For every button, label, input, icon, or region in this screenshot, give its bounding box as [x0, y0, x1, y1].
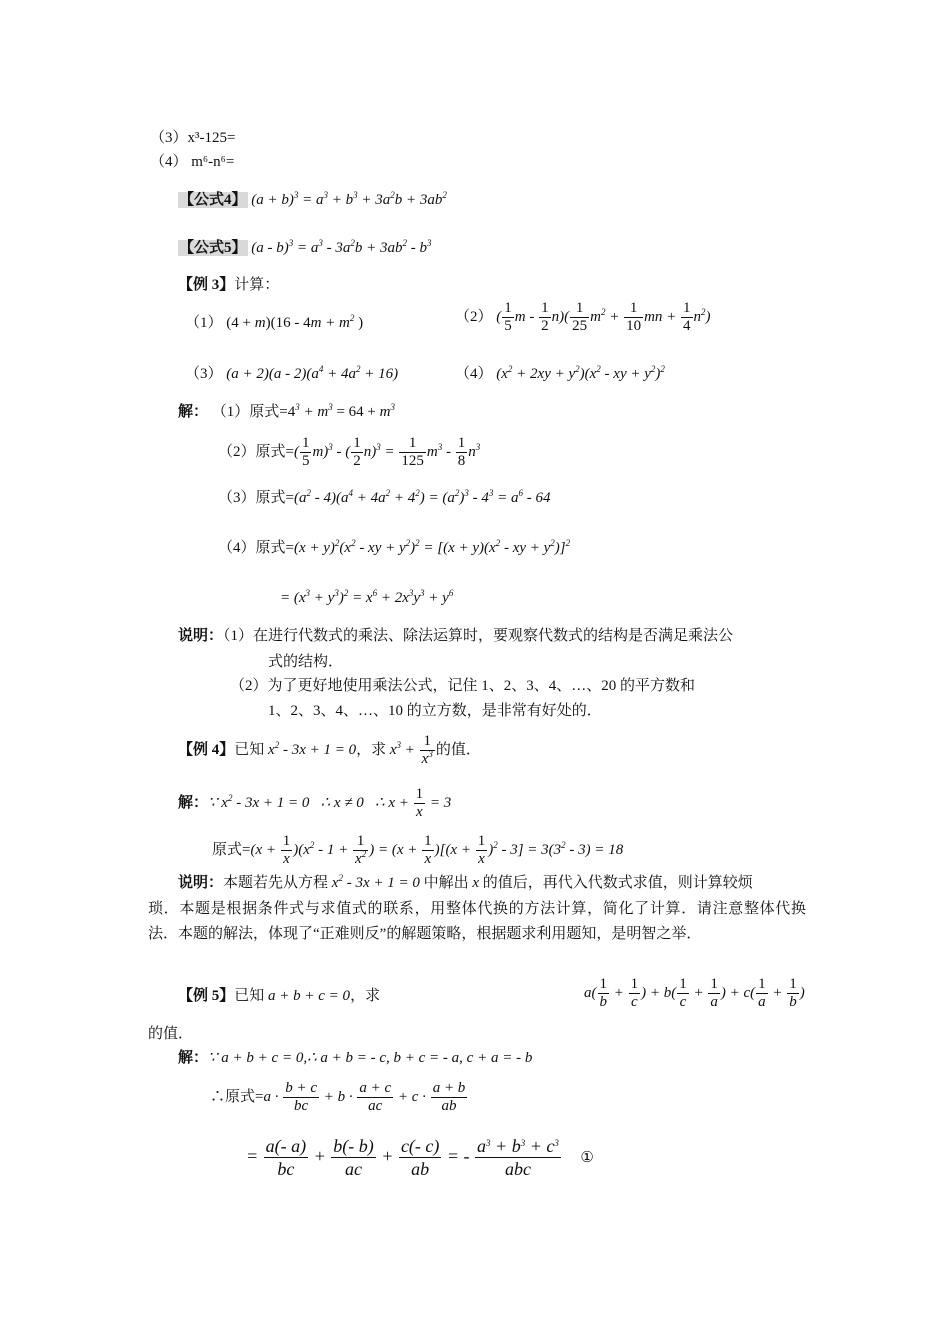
note-label: 说明： [178, 875, 224, 891]
formula-5-expr: $(a - b)^3 = a^3 - 3a^2b + 3ab^2 - b^3$ [251, 238, 432, 256]
problem-4: （4） m⁶-n⁶= [150, 154, 235, 170]
solution-label: 解： [178, 1050, 209, 1066]
example-3-label: 【例 3】 [178, 277, 235, 293]
solution-3-line-5: = $(x^3 + y^3)^2 = x^6 + 2x^3y^3 + y^6$ [280, 588, 454, 606]
solution-5-line-1: 解：∵ a + b + c = 0,∴ a + b = - c, b + c = - a, c + a = - b [178, 1050, 533, 1066]
example-5-tail: 的值． [148, 1026, 194, 1042]
example-4: 【例 4】已知 $x^2 - 3x + 1 = 0$，求 $x^3$ + $\frac{1}{x^3}$ 的值． [178, 733, 481, 767]
note-label: 说明： [178, 628, 224, 644]
example-3-item-2: （2） ( $\frac{1}{5}$ m - $\frac{1}{2}$ n)( $\frac{1}{25}$ $m^2$ + $\frac{1}{10}$ mn + $\frac{1}{4}$ $n^2$) [455, 300, 711, 334]
solution-prefix: ∴原式= [210, 1088, 264, 1105]
solution-label: 解： [178, 794, 209, 811]
solution-prefix: （3）原式= [218, 490, 294, 506]
item-number: （3） [185, 366, 223, 382]
solution-label: 解： [178, 404, 209, 420]
solution-5-line-3: = $\frac{a(- a)}{bc}$ + $\frac{b(- b)}{ac}$ + $\frac{c(- c)}{ab}$ = - $a^3 + b^3 + c^3$ abc ① [246, 1136, 594, 1179]
example-4-text: 已知 [234, 741, 265, 758]
example-5-text: 已知 [234, 988, 265, 1004]
solution-prefix: 原式= [212, 841, 251, 858]
example-4-text: ，求 [356, 741, 387, 758]
example-4-label: 【例 4】 [178, 741, 235, 758]
formula-4-expr: $(a + b)^3 = a^3 + b^3 + 3a^2b + 3ab^2$ [251, 190, 447, 208]
solution-4-line-1: 解：∵ $x^2 - 3x + 1 = 0$ ∴ x ≠ 0 ∴ x + $\frac{1}{x}$ = 3 [178, 786, 452, 820]
note-text: 的值后，再代入代数式求值，则计算较烦 [482, 875, 753, 891]
solution-4-line-2: 原式=(x + $\frac{1}{x}$ )($x^2 - 1$ + $\frac{1}{x^2}$ ) = (x + $\frac{1}{x}$ )[(x + $\frac{1}{x}$ )$^2 - 3] = 3(3^2 - 3) = 18$ [212, 833, 624, 867]
solution-prefix: （1）原式= [211, 404, 288, 420]
note-3-line-3: （2）为了更好地使用乘法公式，记住 1、2、3、4、…、20 的平方数和 [230, 678, 696, 694]
note-3-line-4: 1、2、3、4、…、10 的立方数，是非常有好处的． [268, 703, 602, 719]
note-4-line-1: 说明：本题若先从方程 $x^2 - 3x + 1 = 0$ 中解出 x 的值后，再代入代数式求值，则计算较烦 [178, 873, 753, 891]
note-text: 本题若先从方程 [223, 875, 329, 891]
formula-5 [178, 238, 432, 258]
solution-prefix: （2）原式= [218, 443, 294, 460]
note-item-1: （1）在进行代数式的乘法、除法运算时，要观察代数式的结构是否满足乘法公 [223, 628, 734, 644]
example-5-label: 【例 5】 [178, 988, 235, 1004]
problem-3: （3）x³-125= [150, 130, 236, 146]
item-number: （1） [185, 315, 223, 331]
example-3-item-3: （3） $(a + 2)(a - 2)(a^4 + 4a^2 + 16)$ [185, 364, 399, 382]
solution-3-line-4: （4）原式$=(x + y)^2(x^2$ - xy + $y^2)^2 = [(x + y)(x^2$ - xy + $y^2)]^2$ [218, 538, 571, 556]
solution-5-line-2: ∴原式=a · $\frac{b + c}{bc}$ + b · $\frac{a + c}{ac}$ + c · $\frac{a + b}{ab}$ [210, 1080, 466, 1114]
formula-5-label: 【公式5】 [179, 240, 247, 256]
example-3-title: 计算： [234, 277, 280, 293]
item-number: （2） [455, 308, 493, 325]
example-3-heading [178, 275, 279, 295]
note-3-line-1 [178, 626, 733, 646]
formula-4 [178, 190, 447, 210]
equation-marker: ① [580, 1149, 594, 1166]
item-number: （4） [455, 366, 493, 382]
note-3-line-2: 式的结构． [268, 654, 344, 670]
example-5-text: ，求 [350, 988, 381, 1004]
solution-3-line-2: （2）原式=( $\frac{1}{5}$ m)$^3$ - ( $\frac{1}{2}$ n)$^3$ = $\frac{1}{125}$ $m^3$ - $\frac{1}{8}$ $n^3$ [218, 435, 481, 469]
note-4-continuation: 琐．本题是根据条件式与求值式的联系，用整体代换的方法计算，简化了计算．请注意整体代换法．本题的解法，体现了“正难则反”的解题策略，根据题求利用题知，是明智之举． [148, 901, 806, 942]
formula-4-label: 【公式4】 [179, 192, 247, 208]
solution-prefix: （4）原式= [218, 540, 294, 556]
example-3-item-1: （1） $(4 + m)(16 - 4m + m^2$ ) [185, 313, 364, 331]
example-5-expression: a( $\frac{1}{b}$ + $\frac{1}{c}$ ) + b( $\frac{1}{c}$ + $\frac{1}{a}$ ) + c( $\frac{1}{a}$ + $\frac{1}{b}$ ) [584, 976, 805, 1010]
example-3-item-4: （4） $(x^2 + 2xy + y^2)(x^2$ - xy + $y^2)^2$ [455, 364, 665, 382]
example-5: 【例 5】已知 a + b + c = 0，求 [178, 988, 381, 1004]
example-4-text: 的值． [435, 741, 481, 758]
solution-3-line-1: 解： （1）原式$=4^3 + m^3 = 64 + m^3$ [178, 402, 395, 420]
solution-3-line-3: （3）原式$=(a^2 - 4)(a^4 + 4a^2 + 4^2) = (a^2)^3 - 4^3 = a^6 - 64$ [218, 488, 551, 506]
note-text: 中解出 [423, 875, 469, 891]
